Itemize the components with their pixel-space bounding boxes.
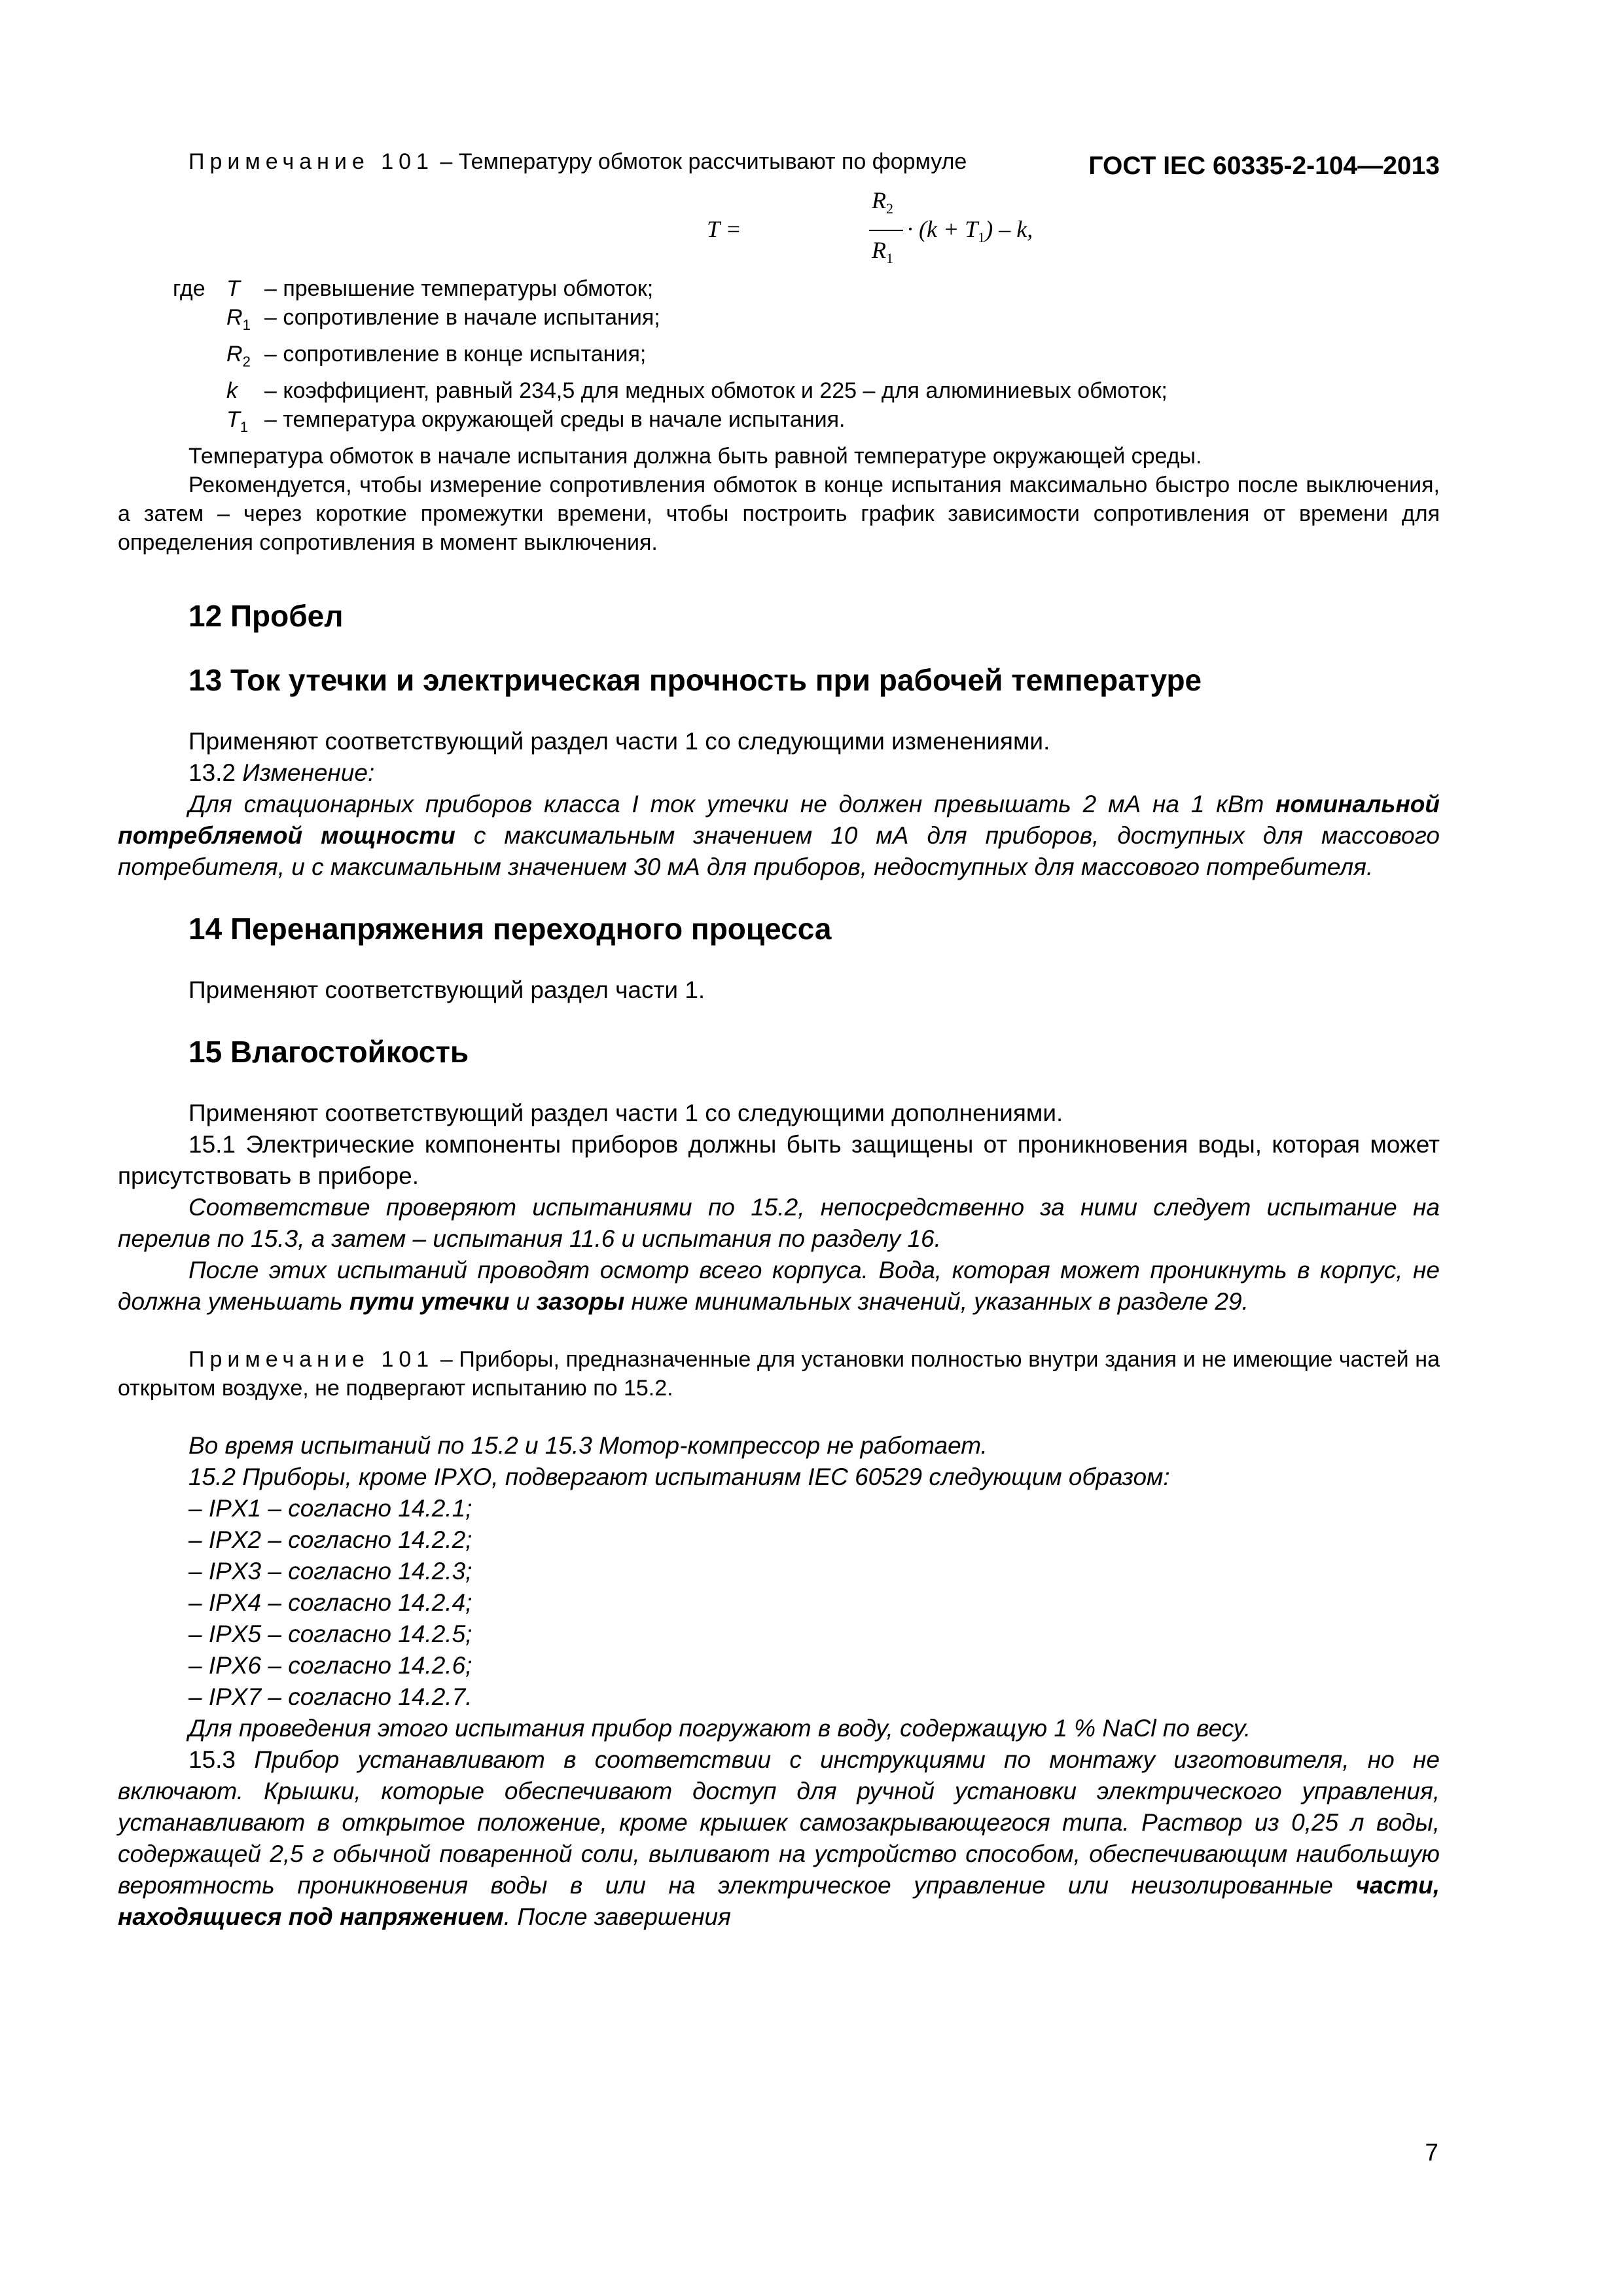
- list-item: – IPX3 – согласно 14.2.3;: [188, 1558, 473, 1585]
- var-row: $R_1$ – сопротивление в начале испытания;: [226, 305, 660, 333]
- paragraph: 15.3 Прибор устанавливают в соответствии с инструкциями по монтажу изготовителя, но не включают. Крышки, которые обеспечивают доступ для ручной установки электрического управления, устанавливают в открытое положение, кроме крышек самозакрывающегося типа. Раствор из 0,25 л воды, содержащей 2,5 г обычной поваренной соли, выливают на устройство способом, обеспечивающим наибольшую вероятность проникновения воды в или на электрическое управление или неизолированные части, находящиеся под напряжением. После завершения: [118, 1746, 1440, 1930]
- note-label: Примечание 101: [188, 149, 434, 174]
- document-id: ГОСТ IEC 60335-2-104—2013: [1088, 152, 1440, 180]
- paragraph: Для стационарных приборов класса I ток утечки не должен превышать 2 мА на 1 кВт номинальной потребляемой мощности с максимальным значением 10 мА для приборов, доступных для массового потребителя, и с максимальным значением 30 мА для приборов, недоступных для массового потребителя.: [118, 791, 1440, 880]
- note-text: – Температуру обмоток рассчитывают по формуле: [433, 149, 967, 174]
- paragraph: Для проведения этого испытания прибор погружают в воду, содержащую 1 % NaCl по весу.: [188, 1715, 1251, 1742]
- note-101-ipx: Примечание 101 – Приборы, предназначенные для установки полностью внутри здания и не имеющие частей на открытом воздухе, не подвергают испытанию по 15.2.: [118, 1347, 1440, 1401]
- var-row: $T_1$ – температура окружающей среды в начале испытания.: [226, 407, 846, 435]
- paragraph: 15.2 Приборы, кроме IPXO, подвергают испытаниям IEC 60529 следующим образом:: [188, 1463, 1170, 1490]
- list-item: – IPX2 – согласно 14.2.2;: [188, 1526, 473, 1553]
- page-number: 7: [1425, 2139, 1438, 2166]
- ipx-list: [118, 1493, 1440, 1713]
- paragraph: Во время испытаний по 15.2 и 15.3 Мотор-компрессор не работает.: [188, 1432, 988, 1459]
- formula-lhs: T =: [707, 216, 741, 242]
- paragraph: 15.1 Электрические компоненты приборов должны быть защищены от проникновения воды, которая может присутствовать в приборе.: [118, 1131, 1440, 1189]
- list-item: – IPX7 – согласно 14.2.7.: [188, 1683, 473, 1710]
- page-content: [118, 147, 1440, 1933]
- var-row: k – коэффициент, равный 234,5 для медных обмоток и 225 – для алюминиевых обмоток;: [226, 378, 1168, 403]
- list-item: – IPX1 – согласно 14.2.1;: [188, 1495, 473, 1522]
- section-12-title: 12 Пробел: [188, 599, 344, 633]
- paragraph: Применяют соответствующий раздел части 1.: [188, 977, 705, 1003]
- paragraph: Применяют соответствующий раздел части 1 со следующими изменениями.: [188, 728, 1050, 755]
- list-item: – IPX4 – согласно 14.2.4;: [188, 1589, 473, 1616]
- note-101-formula: [118, 147, 1440, 176]
- paragraph: Применяют соответствующий раздел части 1 со следующими дополнениями.: [188, 1100, 1063, 1126]
- variable-definitions: [173, 274, 1440, 442]
- paragraph: 13.2 Изменение:: [188, 759, 375, 786]
- note-paragraph: Рекомендуется, чтобы измерение сопротивления обмоток в конце испытания максимально быстро после выключения, а затем – через короткие промежутки времени, чтобы построить график зависимости сопротивления от времени для определения сопротивления в момент выключения.: [118, 473, 1440, 555]
- winding-temperature-formula: [118, 183, 1440, 274]
- note-paragraph: Температура обмоток в начале испытания должна быть равной температуре окружающей среды.: [188, 444, 1202, 469]
- list-item: – IPX6 – согласно 14.2.6;: [188, 1652, 473, 1679]
- paragraph: Соответствие проверяют испытаниями по 15.2, непосредственно за ними следует испытание на перелив по 15.3, а затем – испытания 11.6 и испытания по разделу 16.: [118, 1194, 1440, 1252]
- paragraph: После этих испытаний проводят осмотр всего корпуса. Вода, которая может проникнуть в корпус, не должна уменьшать пути утечки и зазоры ниже минимальных значений, указанных в разделе 29.: [118, 1257, 1440, 1315]
- formula-denominator: $R_1$: [872, 237, 893, 266]
- formula-numerator: $R_2$: [872, 187, 893, 217]
- list-item: – IPX5 – согласно 14.2.5;: [188, 1621, 473, 1647]
- formula-rhs: · $(k + T_1) - k$,: [907, 216, 1033, 245]
- var-row: гдеT – превышение температуры обмоток;: [173, 276, 654, 301]
- section-14-title: 14 Перенапряжения переходного процесса: [188, 912, 832, 946]
- section-15-title: 15 Влагостойкость: [188, 1035, 469, 1069]
- section-13-title: 13 Ток утечки и электрическая прочность при рабочей температуре: [188, 663, 1202, 697]
- fraction-line: [869, 230, 903, 231]
- var-row: $R_2$ – сопротивление в конце испытания;: [226, 342, 647, 370]
